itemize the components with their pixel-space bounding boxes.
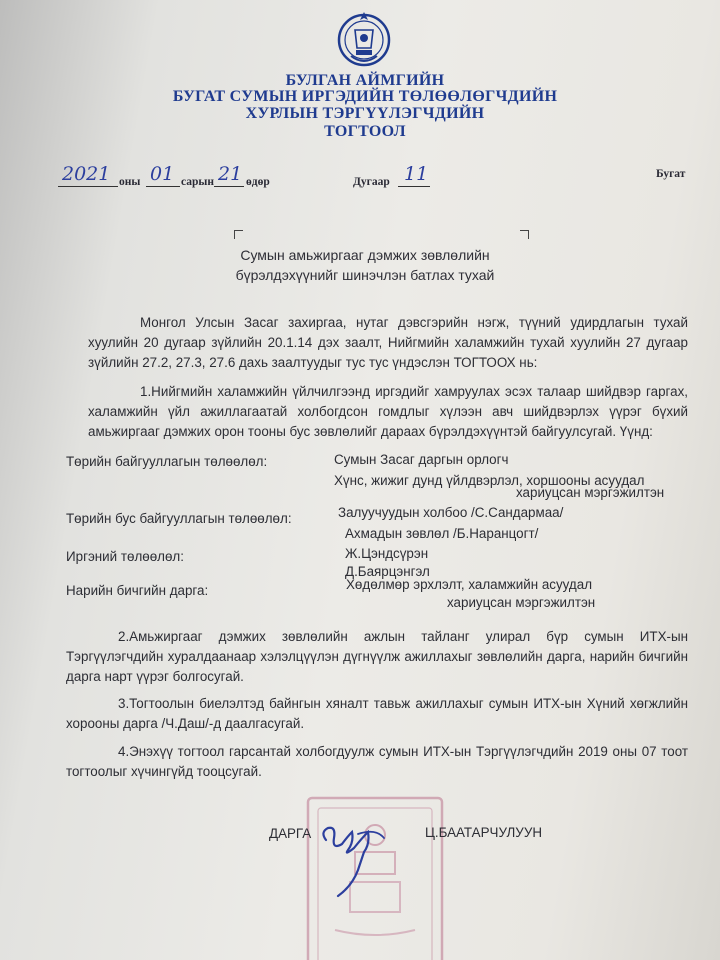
resolution-item-2: 2.Амьжиргааг дэмжих зөвлөлийн ажлын тайланг улирал бүр сумын ИТХ-ын Тэргүүлэгчдийн хуралдаанаар хэлэлцүүлэн дүгнүүлж ажиллахыг зөвлөлийн дарга, нарийн бичгийн дарга нарт үүрэг болгосугай. [66,629,688,684]
date-year-suffix: оны [119,176,141,188]
header-line-4: ТОГТООЛ [324,123,406,140]
document-title-line-2: бүрэлдэхүүнийг шинэчлэн батлах тухай [235,267,495,283]
gov-rep-label: Төрийн байгууллагын төлөөлөл: [66,454,268,469]
state-emblem-icon [337,8,391,70]
gov-rep-member-1: Сумын Засаг даргын орлогч [334,452,509,467]
header-line-2: БУГАТ СУМЫН ИРГЭДИЙН ТӨЛӨӨЛӨГЧДИЙН [172,88,558,105]
signatory-title: ДАРГА [269,826,312,841]
resolution-item-1: 1.Нийгмийн халамжийн үйлчилгээнд иргэдийг хамруулах эсэх талаар шийдвэр гаргах, халамжийн үйл ажиллагаатай холбогдсон гомдлыг хүлээн авч шийдвэрлэх үүрэг бүхий амьжиргааг дэмжих орон тооны бус зөвлөлийг дараах бүрэлдэхүүнтэй байгуулсугай. Үүнд: [88,384,688,439]
gov-rep-member-3: хариуцсан мэргэжилтэн [516,485,665,500]
citizen-rep-label: Иргэний төлөөлөл: [66,549,184,564]
intro-paragraph: Монгол Улсын Засаг захиргаа, нутаг дэвсгэрийн нэгж, түүний удирдлагын тухай хуулийн 20 дугаар зүйлийн 20.1.14 дэх заалт, Нийгмийн халамжийн тухай хуулийн 27 дугаар зүйлийн 27.2, 27.3, 27.6 дахь заалтуудыг тус тус үндэслэн ТОГТООХ нь: [88,315,688,370]
date-year: 2021 [62,163,111,185]
secretary-label: Нарийн бичгийн дарга: [66,583,209,598]
date-month: 01 [150,163,175,185]
ngo-rep-member-1: Залуучуудын холбоо /С.Сандармаа/ [338,505,564,520]
date-day: 21 [218,163,243,185]
date-day-suffix: өдөр [246,176,270,188]
handwritten-signature [318,810,388,900]
signatory-name: Ц.БААТАРЧУЛУУН [425,825,542,840]
resolution-item-4: 4.Энэхүү тогтоол гарсантай холбогдуулж сумын ИТХ-ын Тэргүүлэгчдийн 2019 оны 07 тоот тогтоолыг хүчингүйд тооцсугай. [66,744,688,779]
header-line-1: БУЛГАН АЙМГИЙН [285,72,445,89]
document-number: 11 [404,163,429,185]
header-line-3: ХУРЛЫН ТЭРГҮҮЛЭГЧДИЙН [245,105,485,122]
ngo-rep-member-2: Ахмадын зөвлөл /Б.Наранцогт/ [345,526,539,541]
resolution-item-3: 3.Тогтоолын биелэлтэд байнгын хяналт тавьж ажиллахыг сумын ИТХ-ын Хүний хөгжлийн хорооны дарга /Ч.Даш/-д даалгасугай. [66,696,688,731]
title-bracket-left [234,230,243,239]
citizen-rep-member-1: Ж.Цэндсүрэн [345,546,429,561]
secretary-member-2: хариуцсан мэргэжилтэн [447,595,596,610]
date-month-suffix: сарын [181,176,214,188]
gov-rep-member-2: Хүнс, жижиг дунд үйлдвэрлэл, хоршооны асуудал [334,473,645,488]
place-name: Бугат [656,168,686,180]
citizen-rep-member-2: Д.Баярцэнгэл [345,564,430,579]
ngo-rep-label: Төрийн бус байгууллагын төлөөлөл: [66,511,292,526]
secretary-member-1: Хөдөлмөр эрхлэлт, халамжийн асуудал [346,577,593,592]
document-title-line-1: Сумын амьжиргааг дэмжих зөвлөлийн [240,247,490,263]
number-label: Дугаар [353,176,390,188]
title-bracket-right [520,230,529,239]
